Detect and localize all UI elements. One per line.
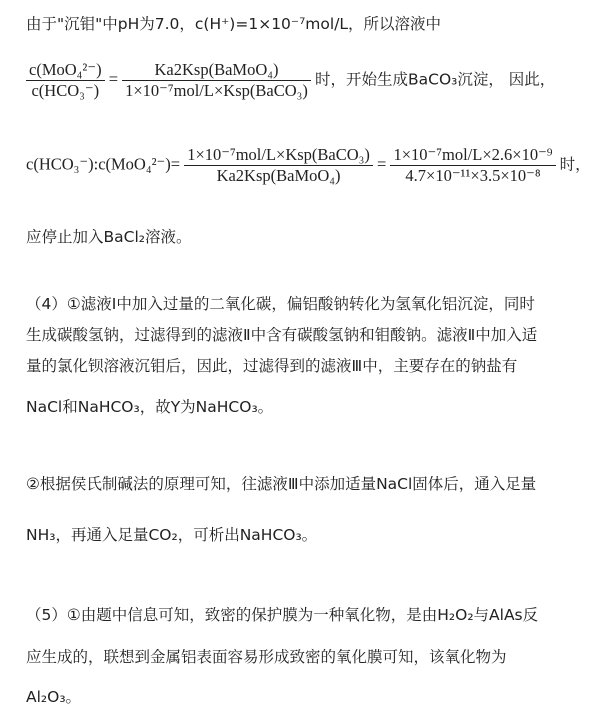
text-line-3-tail: 时， <box>559 155 591 174</box>
para-6-line-1: （5）①由题中信息可知，致密的保护膜为一种氧化物，是由H₂O₂与AlAs反 <box>26 606 539 624</box>
fraction-numerator: 1×10⁻⁷mol/L×2.6×10⁻⁹ <box>393 145 553 164</box>
para-4-line-3: 量的氯化钡溶液沉钼后，因此，过滤得到的滤液Ⅲ中，主要存在的钠盐有 <box>26 357 518 375</box>
fraction-numerator: c(MoO₄²⁻) <box>29 60 102 79</box>
equation-calculation: c(HCO₃⁻):c(MoO₄²⁻)= 1×10⁻⁷mol/L×Ksp(BaCO₃) Ka2Ksp(BaMoO₄) = 1×10⁻⁷mol/L×2.6×10⁻⁹ 4.7×10⁻¹¹×3.5×10⁻⁸ 时， <box>26 145 591 185</box>
fraction-symbolic <box>184 145 373 186</box>
fraction-numeric <box>390 145 555 186</box>
para-4-line-1: （4）①滤液Ⅰ中加入过量的二氧化碳，偏铝酸钠转化为氢氧化铝沉淀，同时 <box>26 295 535 313</box>
equation-lhs: c(HCO₃⁻):c(MoO₄²⁻)= <box>26 154 181 174</box>
para-6-line-2: 应生成的，联想到金属铝表面容易形成致密的氧化膜可知，该氧化物为 <box>26 648 507 666</box>
para-5-line-1: ②根据侯氏制碱法的原理可知，往滤液Ⅲ中添加适量NaCl固体后，通入足量 <box>26 475 537 493</box>
fraction-numerator: 1×10⁻⁷mol/L×Ksp(BaCO₃) <box>187 145 370 164</box>
para-4-line-4: NaCl和NaHCO₃，故Y为NaHCO₃。 <box>26 398 274 416</box>
para-6-line-3: Al₂O₃。 <box>26 688 82 706</box>
fraction-constants <box>122 60 311 101</box>
text-line-4: 应停止加入BaCl₂溶液。 <box>26 228 192 246</box>
para-5-line-2: NH₃，再通入足量CO₂，可析出NaHCO₃。 <box>26 526 318 544</box>
text-line-2-tail: 时，开始生成BaCO₃沉淀， 因此， <box>314 70 556 89</box>
fraction-numerator: Ka2Ksp(BaMoO₄) <box>154 60 279 79</box>
text-line-1: 由于"沉钼"中pH为7.0，c(H⁺)=1×10⁻⁷mol/L，所以溶液中 <box>26 15 442 33</box>
equation-ratio: c(MoO₄²⁻) c(HCO₃⁻) = Ka2Ksp(BaMoO₄) 1×10⁻⁷mol/L×Ksp(BaCO₃) 时，开始生成BaCO₃沉淀， 因此， <box>26 60 555 101</box>
para-4-line-2: 生成碳酸氢钠，过滤得到的滤液Ⅱ中含有碳酸氢钠和钼酸钠。滤液Ⅱ中加入适 <box>26 326 538 344</box>
fraction-denominator: Ka2Ksp(BaMoO₄) <box>184 165 373 186</box>
fraction-denominator: 1×10⁻⁷mol/L×Ksp(BaCO₃) <box>122 80 311 101</box>
fraction-denominator: 4.7×10⁻¹¹×3.5×10⁻⁸ <box>390 165 555 186</box>
fraction-denominator: c(HCO₃⁻) <box>26 80 105 101</box>
fraction-ratio <box>26 60 105 101</box>
